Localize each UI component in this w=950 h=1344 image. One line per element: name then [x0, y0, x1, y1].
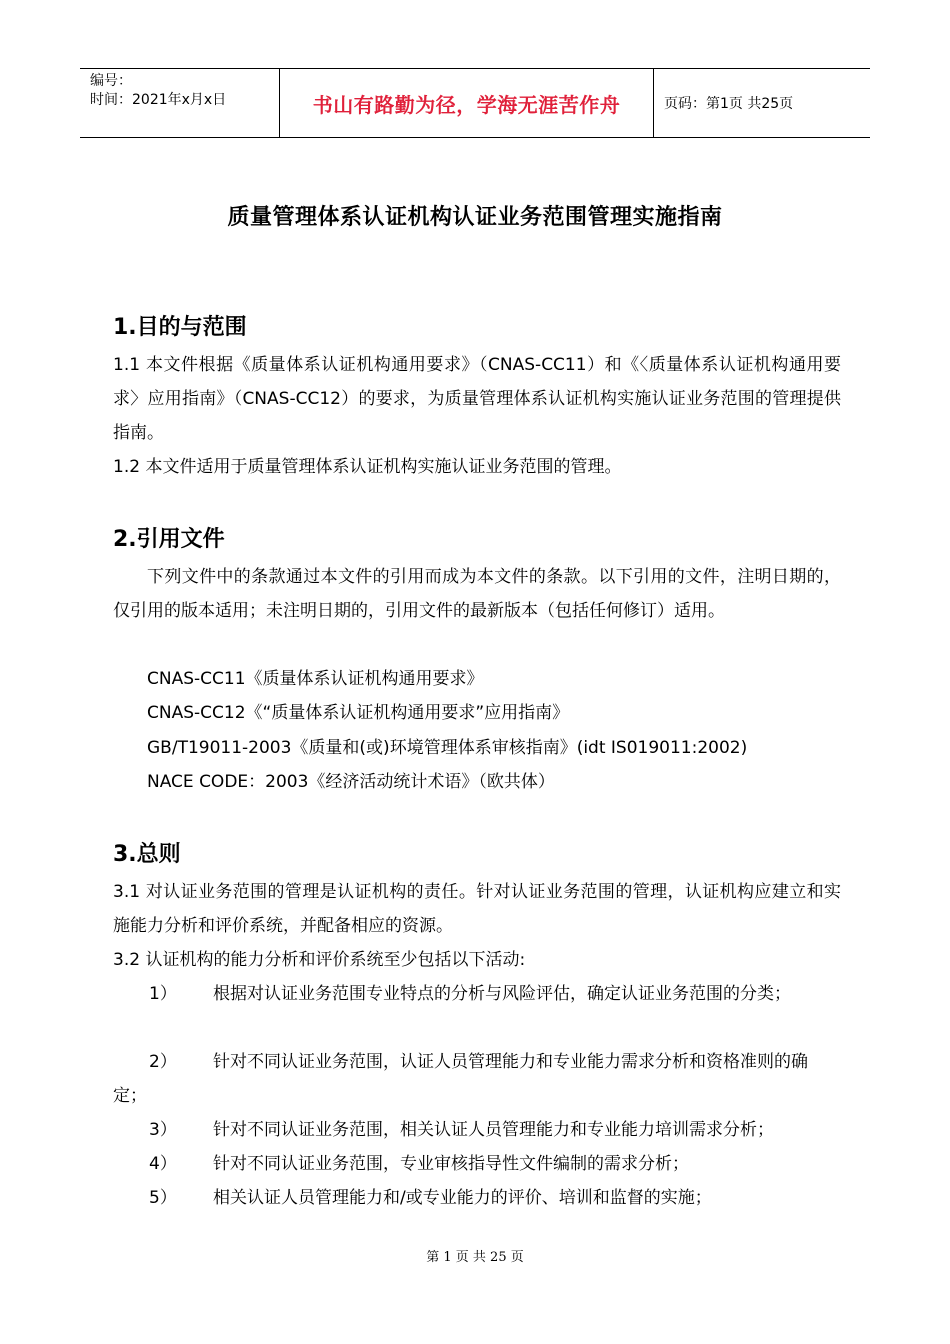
list-item: [113, 977, 841, 1011]
header-table: [80, 68, 870, 138]
section-3-paragraph-2: 3.2 认证机构的能力分析和评价系统至少包括以下活动:: [113, 950, 526, 970]
header-motto-cell: [280, 69, 654, 137]
section-3-paragraph-1: 3.1 对认证业务范围的管理是认证机构的责任。针对认证业务范围的管理，认证机构应建立和实施能力分析和评价系统，并配备相应的资源。: [113, 882, 841, 936]
list-item: [113, 1113, 841, 1147]
list-item-number: 2）: [149, 1052, 177, 1072]
section-3-heading: 3.总则: [113, 842, 181, 867]
list-item-text: 针对不同认证业务范围，专业审核指导性文件编制的需求分析；: [213, 1154, 689, 1174]
reference-item: GB/T19011-2003《质量和(或)环境管理体系审核指南》(idt IS019011:2002): [147, 738, 748, 758]
page-footer: 第 1 页 共 25 页: [426, 1250, 524, 1265]
document-number-label: 编号：: [90, 73, 132, 89]
list-item-text: 针对不同认证业务范围，认证人员管理能力和专业能力需求分析和资格准则的确定；: [113, 1052, 808, 1106]
list-item: [113, 1147, 841, 1181]
section-1-paragraph-2: 1.2 本文件适用于质量管理体系认证机构实施认证业务范围的管理。: [113, 457, 622, 477]
list-item-number: 4）: [149, 1154, 177, 1174]
reference-item: CNAS-CC12《“质量体系认证机构通用要求”应用指南》: [147, 703, 570, 723]
document-time-label: 时间：2021年x月x日: [90, 92, 227, 108]
section-2-intro: 下列文件中的条款通过本文件的引用而成为本文件的条款。以下引用的文件，注明日期的，仅引用的版本适用；未注明日期的，引用文件的最新版本（包括任何修订）适用。: [113, 567, 841, 621]
list-item-text: 针对不同认证业务范围，相关认证人员管理能力和专业能力培训需求分析；: [213, 1120, 774, 1140]
document-title: 质量管理体系认证机构认证业务范围管理实施指南: [227, 205, 723, 230]
list-item: [113, 1181, 841, 1215]
header-page-label: 页码：第1页 共25页: [664, 96, 794, 112]
section-1-heading: 1.目的与范围: [113, 315, 247, 340]
header-motto: 书山有路勤为径，学海无涯苦作舟: [312, 92, 621, 117]
list-item-number: 3）: [149, 1120, 177, 1140]
list-item-number: 1）: [149, 984, 177, 1004]
reference-item: CNAS-CC11《质量体系认证机构通用要求》: [147, 669, 484, 689]
section-2-heading: 2.引用文件: [113, 527, 225, 552]
reference-item: NACE CODE：2003《经济活动统计术语》（欧共体）: [147, 772, 555, 792]
header-left-cell: [80, 69, 280, 137]
list-item-text: 根据对认证业务范围专业特点的分析与风险评估，确定认证业务范围的分类；: [213, 984, 791, 1004]
header-page-cell: [654, 69, 870, 137]
list-item-text: 相关认证人员管理能力和/或专业能力的评价、培训和监督的实施；: [213, 1188, 712, 1208]
list-item: [113, 1045, 841, 1113]
section-1-paragraph-1: 1.1 本文件根据《质量体系认证机构通用要求》（CNAS-CC11）和《〈质量体系认证机构通用要求〉应用指南》（CNAS-CC12）的要求，为质量管理体系认证机构实施认证业务范围的管理提供指南。: [113, 355, 841, 443]
list-item-number: 5）: [149, 1188, 177, 1208]
